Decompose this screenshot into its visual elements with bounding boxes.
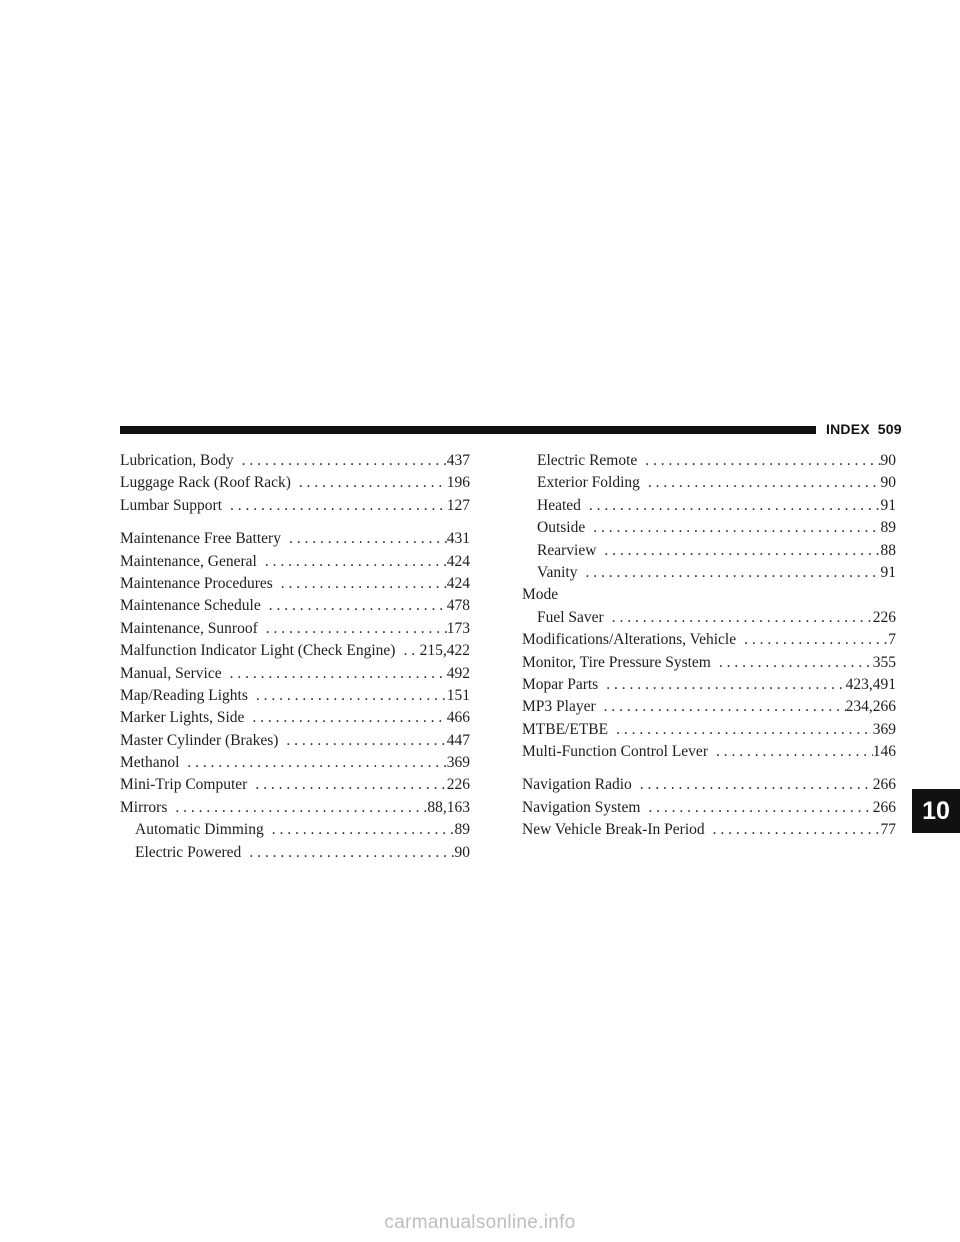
header-rule [120, 426, 816, 434]
dot-leader [281, 528, 447, 550]
index-entry [120, 618, 470, 640]
entry-term: Maintenance Procedures [120, 574, 273, 592]
dot-leader [258, 618, 447, 640]
dot-leader [222, 663, 447, 685]
entry-page: 234,266 [845, 698, 896, 716]
index-entry [120, 528, 470, 550]
entry-term: Monitor, Tire Pressure System [522, 653, 711, 671]
entry-page: 88,163 [427, 798, 470, 816]
dot-leader [244, 707, 446, 729]
entry-term: Rearview [537, 541, 597, 559]
index-entry [120, 685, 470, 707]
entry-term: Outside [537, 519, 586, 537]
entry-page: 89 [880, 519, 896, 537]
entry-page: 226 [446, 776, 470, 794]
dot-leader [608, 719, 873, 741]
entry-term: Heated [537, 496, 581, 514]
running-header [826, 421, 902, 437]
dot-leader [167, 797, 427, 819]
index-subentry [120, 819, 470, 841]
entry-term: Lubrication, Body [120, 452, 234, 469]
index-subentry [522, 607, 896, 629]
index-entry [522, 741, 896, 763]
index-column-left [120, 450, 470, 864]
entry-term: Malfunction Indicator Light (Check Engine) [120, 642, 396, 660]
entry-page: 447 [446, 731, 470, 749]
entry-page: 146 [872, 743, 896, 761]
section-label: INDEX [826, 421, 870, 437]
index-entry [120, 595, 470, 617]
entry-page: 88 [880, 541, 896, 559]
dot-leader [248, 685, 447, 707]
dot-leader [257, 551, 447, 573]
entry-term: Automatic Dimming [135, 821, 264, 839]
entry-term: Maintenance, Sunroof [120, 619, 258, 637]
entry-term: Maintenance, General [120, 552, 257, 570]
index-entry [120, 730, 470, 752]
index-entry [522, 774, 896, 796]
index-subentry [522, 540, 896, 562]
entry-term: Modifications/Alterations, Vehicle [522, 631, 737, 649]
entry-term: Electric Powered [135, 843, 242, 861]
dot-leader [179, 752, 446, 774]
entry-term: Mini-Trip Computer [120, 776, 248, 794]
dot-leader [596, 540, 880, 562]
entry-page: 173 [446, 619, 470, 637]
entry-page: 90 [880, 474, 896, 492]
page-number: 509 [877, 421, 902, 437]
index-entry [522, 674, 896, 696]
entry-term: Maintenance Schedule [120, 597, 261, 615]
entry-term: MTBE/ETBE [522, 720, 609, 738]
index-subentry [522, 495, 896, 517]
entry-page: 215,422 [419, 642, 470, 660]
entry-page: 226 [872, 608, 896, 626]
index-heading: Mode [522, 586, 559, 604]
index-entry [120, 551, 470, 573]
entry-page: 90 [454, 843, 470, 861]
entry-page: 437 [446, 452, 470, 469]
entry-term: Multi-Function Control Lever [522, 743, 708, 761]
entry-page: 355 [872, 653, 896, 671]
entry-term: Methanol [120, 754, 180, 772]
entry-term: Luggage Rack (Roof Rack) [120, 474, 291, 492]
entry-term: Master Cylinder (Brakes) [120, 731, 279, 749]
dot-leader [395, 640, 419, 662]
entry-term: Map/Reading Lights [120, 686, 248, 704]
dot-leader [637, 450, 880, 472]
chapter-tab: 10 [912, 789, 960, 833]
index-subentry [522, 450, 896, 472]
watermark: carmanualsonline.info [384, 1212, 576, 1233]
index-entry [120, 707, 470, 729]
dot-leader [264, 819, 455, 841]
dot-leader [291, 472, 447, 494]
entry-page: 90 [880, 452, 896, 469]
entry-term: Lumbar Support [120, 496, 223, 514]
entry-term: Vanity [537, 563, 578, 581]
index-entry [522, 629, 896, 651]
dot-leader [711, 652, 873, 674]
entry-page: 151 [446, 686, 470, 704]
index-entry [522, 719, 896, 741]
index-entry [120, 573, 470, 595]
index-entry [120, 774, 470, 796]
entry-page: 266 [872, 798, 896, 816]
index-subentry [522, 517, 896, 539]
entry-page: 127 [446, 496, 470, 514]
entry-term: Electric Remote [537, 452, 638, 469]
entry-term: MP3 Player [522, 698, 596, 716]
entry-page: 466 [446, 709, 470, 727]
dot-leader [640, 472, 881, 494]
dot-leader [247, 774, 446, 796]
entry-term: New Vehicle Break-In Period [522, 821, 705, 839]
index-subentry [522, 472, 896, 494]
entry-page: 266 [872, 776, 896, 794]
dot-leader [736, 629, 888, 651]
dot-leader [604, 607, 873, 629]
entry-page: 478 [446, 597, 470, 615]
index-column-right [522, 450, 896, 842]
entry-page: 91 [880, 563, 896, 581]
entry-page: 424 [446, 552, 470, 570]
index-entry [522, 819, 896, 841]
index-subentry [120, 842, 470, 864]
index-entry [522, 696, 896, 718]
entry-term: Navigation System [522, 798, 641, 816]
entry-term: Mopar Parts [522, 675, 599, 693]
entry-page: 89 [454, 821, 470, 839]
entry-term: Maintenance Free Battery [120, 530, 281, 548]
index-entry [522, 797, 896, 819]
entry-page: 77 [880, 821, 896, 839]
entry-page: 369 [446, 754, 470, 772]
dot-leader [632, 774, 873, 796]
entry-page: 492 [446, 664, 470, 682]
entry-page: 424 [446, 574, 470, 592]
entry-term: Mirrors [120, 798, 168, 816]
entry-page: 91 [880, 496, 896, 514]
entry-term: Marker Lights, Side [120, 709, 245, 727]
dot-leader [585, 517, 880, 539]
index-entry [120, 640, 470, 662]
entry-page: 196 [446, 474, 470, 492]
index-entry [120, 752, 470, 774]
entry-term: Fuel Saver [537, 608, 604, 626]
dot-leader [708, 741, 873, 763]
index-entry [120, 663, 470, 685]
dot-leader [598, 674, 845, 696]
dot-leader [273, 573, 447, 595]
dot-leader [705, 819, 881, 841]
entry-page: 369 [872, 720, 896, 738]
index-entry [522, 652, 896, 674]
dot-leader [222, 495, 447, 517]
entry-page: 423,491 [845, 675, 896, 693]
dot-leader [278, 730, 446, 752]
dot-leader [640, 797, 872, 819]
index-subentry [522, 562, 896, 584]
dot-leader [581, 495, 881, 517]
dot-leader [241, 842, 454, 864]
entry-term: Exterior Folding [537, 474, 640, 492]
index-entry [120, 495, 470, 517]
entry-term: Manual, Service [120, 664, 222, 682]
index-entry [120, 797, 470, 819]
dot-leader [577, 562, 880, 584]
entry-page: 7 [888, 631, 896, 649]
dot-leader [261, 595, 447, 617]
index-entry [120, 450, 470, 472]
dot-leader [234, 450, 447, 472]
dot-leader [596, 696, 846, 718]
index-entry [120, 472, 470, 494]
entry-term: Navigation Radio [522, 776, 632, 794]
entry-page: 431 [446, 530, 470, 548]
